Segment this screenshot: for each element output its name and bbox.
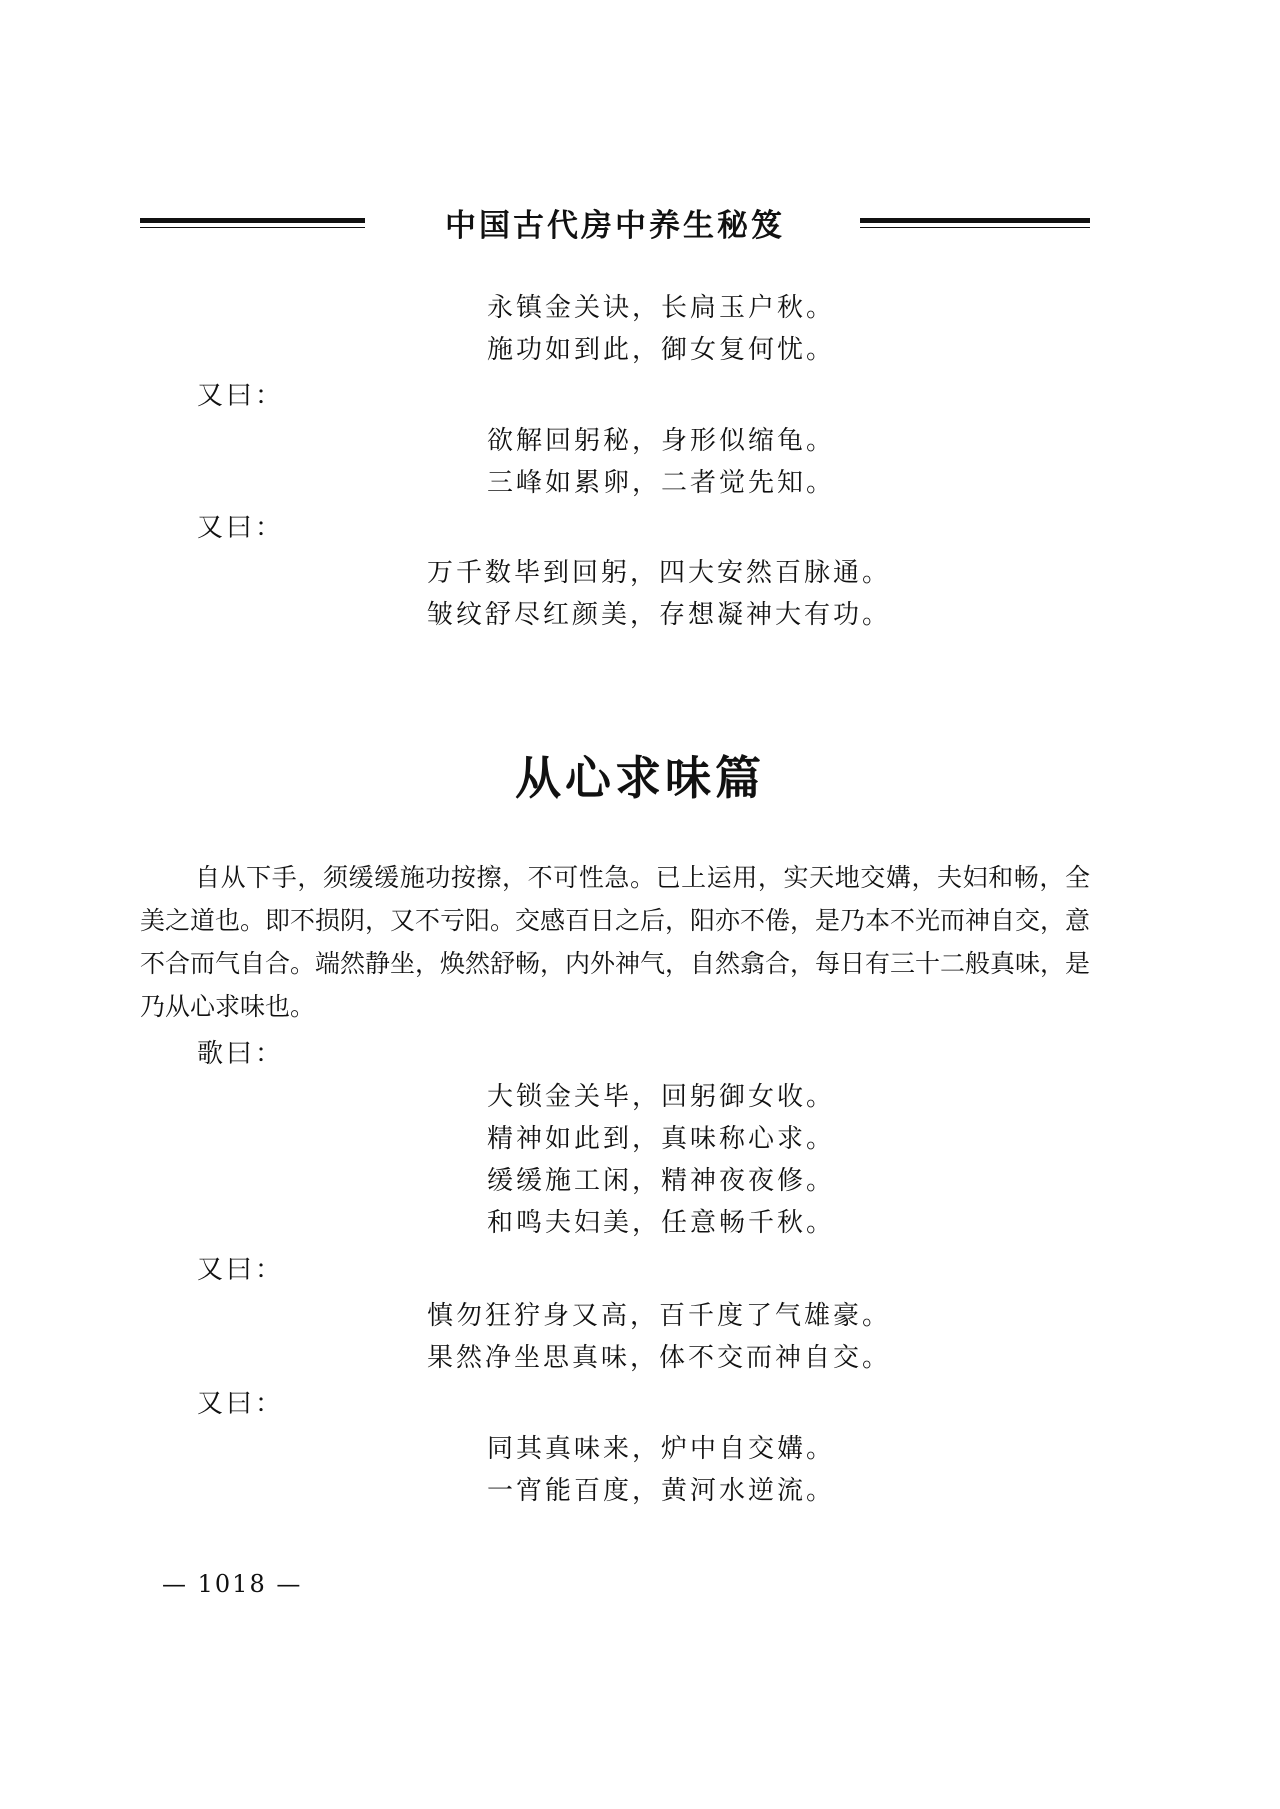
poem-line: 一宵能百度，黄河水逆流。 [487, 1476, 836, 1506]
running-header-title: 中国古代房中养生秘笈 [445, 208, 785, 244]
poem-line: 永镇金关诀，长扃玉户秋。 [487, 293, 836, 323]
song-label: 歌曰： [197, 1039, 285, 1069]
chapter-paragraph: 自从下手，须缓缓施功按擦，不可性急。已上运用，实天地交媾，夫妇和畅，全美之道也。即不损阴，又不亏阳。交感百日之后，阳亦不倦，是乃本不光而神自交，意不合而气自合。端然静坐，焕然舒畅，内外神气，自然翕合，每日有三十二般真味，是乃从心求味也。 [140, 863, 1091, 1021]
poem-line: 慎勿狂狞身又高，百千度了气雄豪。 [427, 1301, 892, 1331]
verse-label: 又曰： [197, 1389, 285, 1419]
poem-line: 精神如此到，真味称心求。 [487, 1124, 836, 1154]
header-rule-right [860, 218, 1090, 232]
poem-line: 万千数毕到回躬，四大安然百脉通。 [427, 558, 892, 588]
poem-line: 欲解回躬秘，身形似缩龟。 [487, 426, 836, 456]
poem-line: 和鸣夫妇美，任意畅千秋。 [487, 1208, 836, 1238]
page-number: — 1018 — [162, 1570, 303, 1598]
poem-line: 果然净坐思真味，体不交而神自交。 [427, 1343, 892, 1373]
verse-label: 又曰： [197, 381, 285, 411]
chapter-title: 从心求味篇 [515, 751, 765, 805]
verse-label: 又曰： [197, 1255, 285, 1285]
verse-label: 又曰： [197, 513, 285, 543]
header-rule-left [140, 218, 365, 232]
poem-line: 皱纹舒尽红颜美，存想凝神大有功。 [427, 600, 892, 630]
poem-line: 同其真味来，炉中自交媾。 [487, 1434, 836, 1464]
poem-line: 施功如到此，御女复何忧。 [487, 335, 836, 365]
poem-line: 三峰如累卵，二者觉先知。 [487, 468, 836, 498]
poem-line: 缓缓施工闲，精神夜夜修。 [487, 1166, 836, 1196]
poem-line: 大锁金关毕，回躬御女收。 [487, 1082, 836, 1112]
